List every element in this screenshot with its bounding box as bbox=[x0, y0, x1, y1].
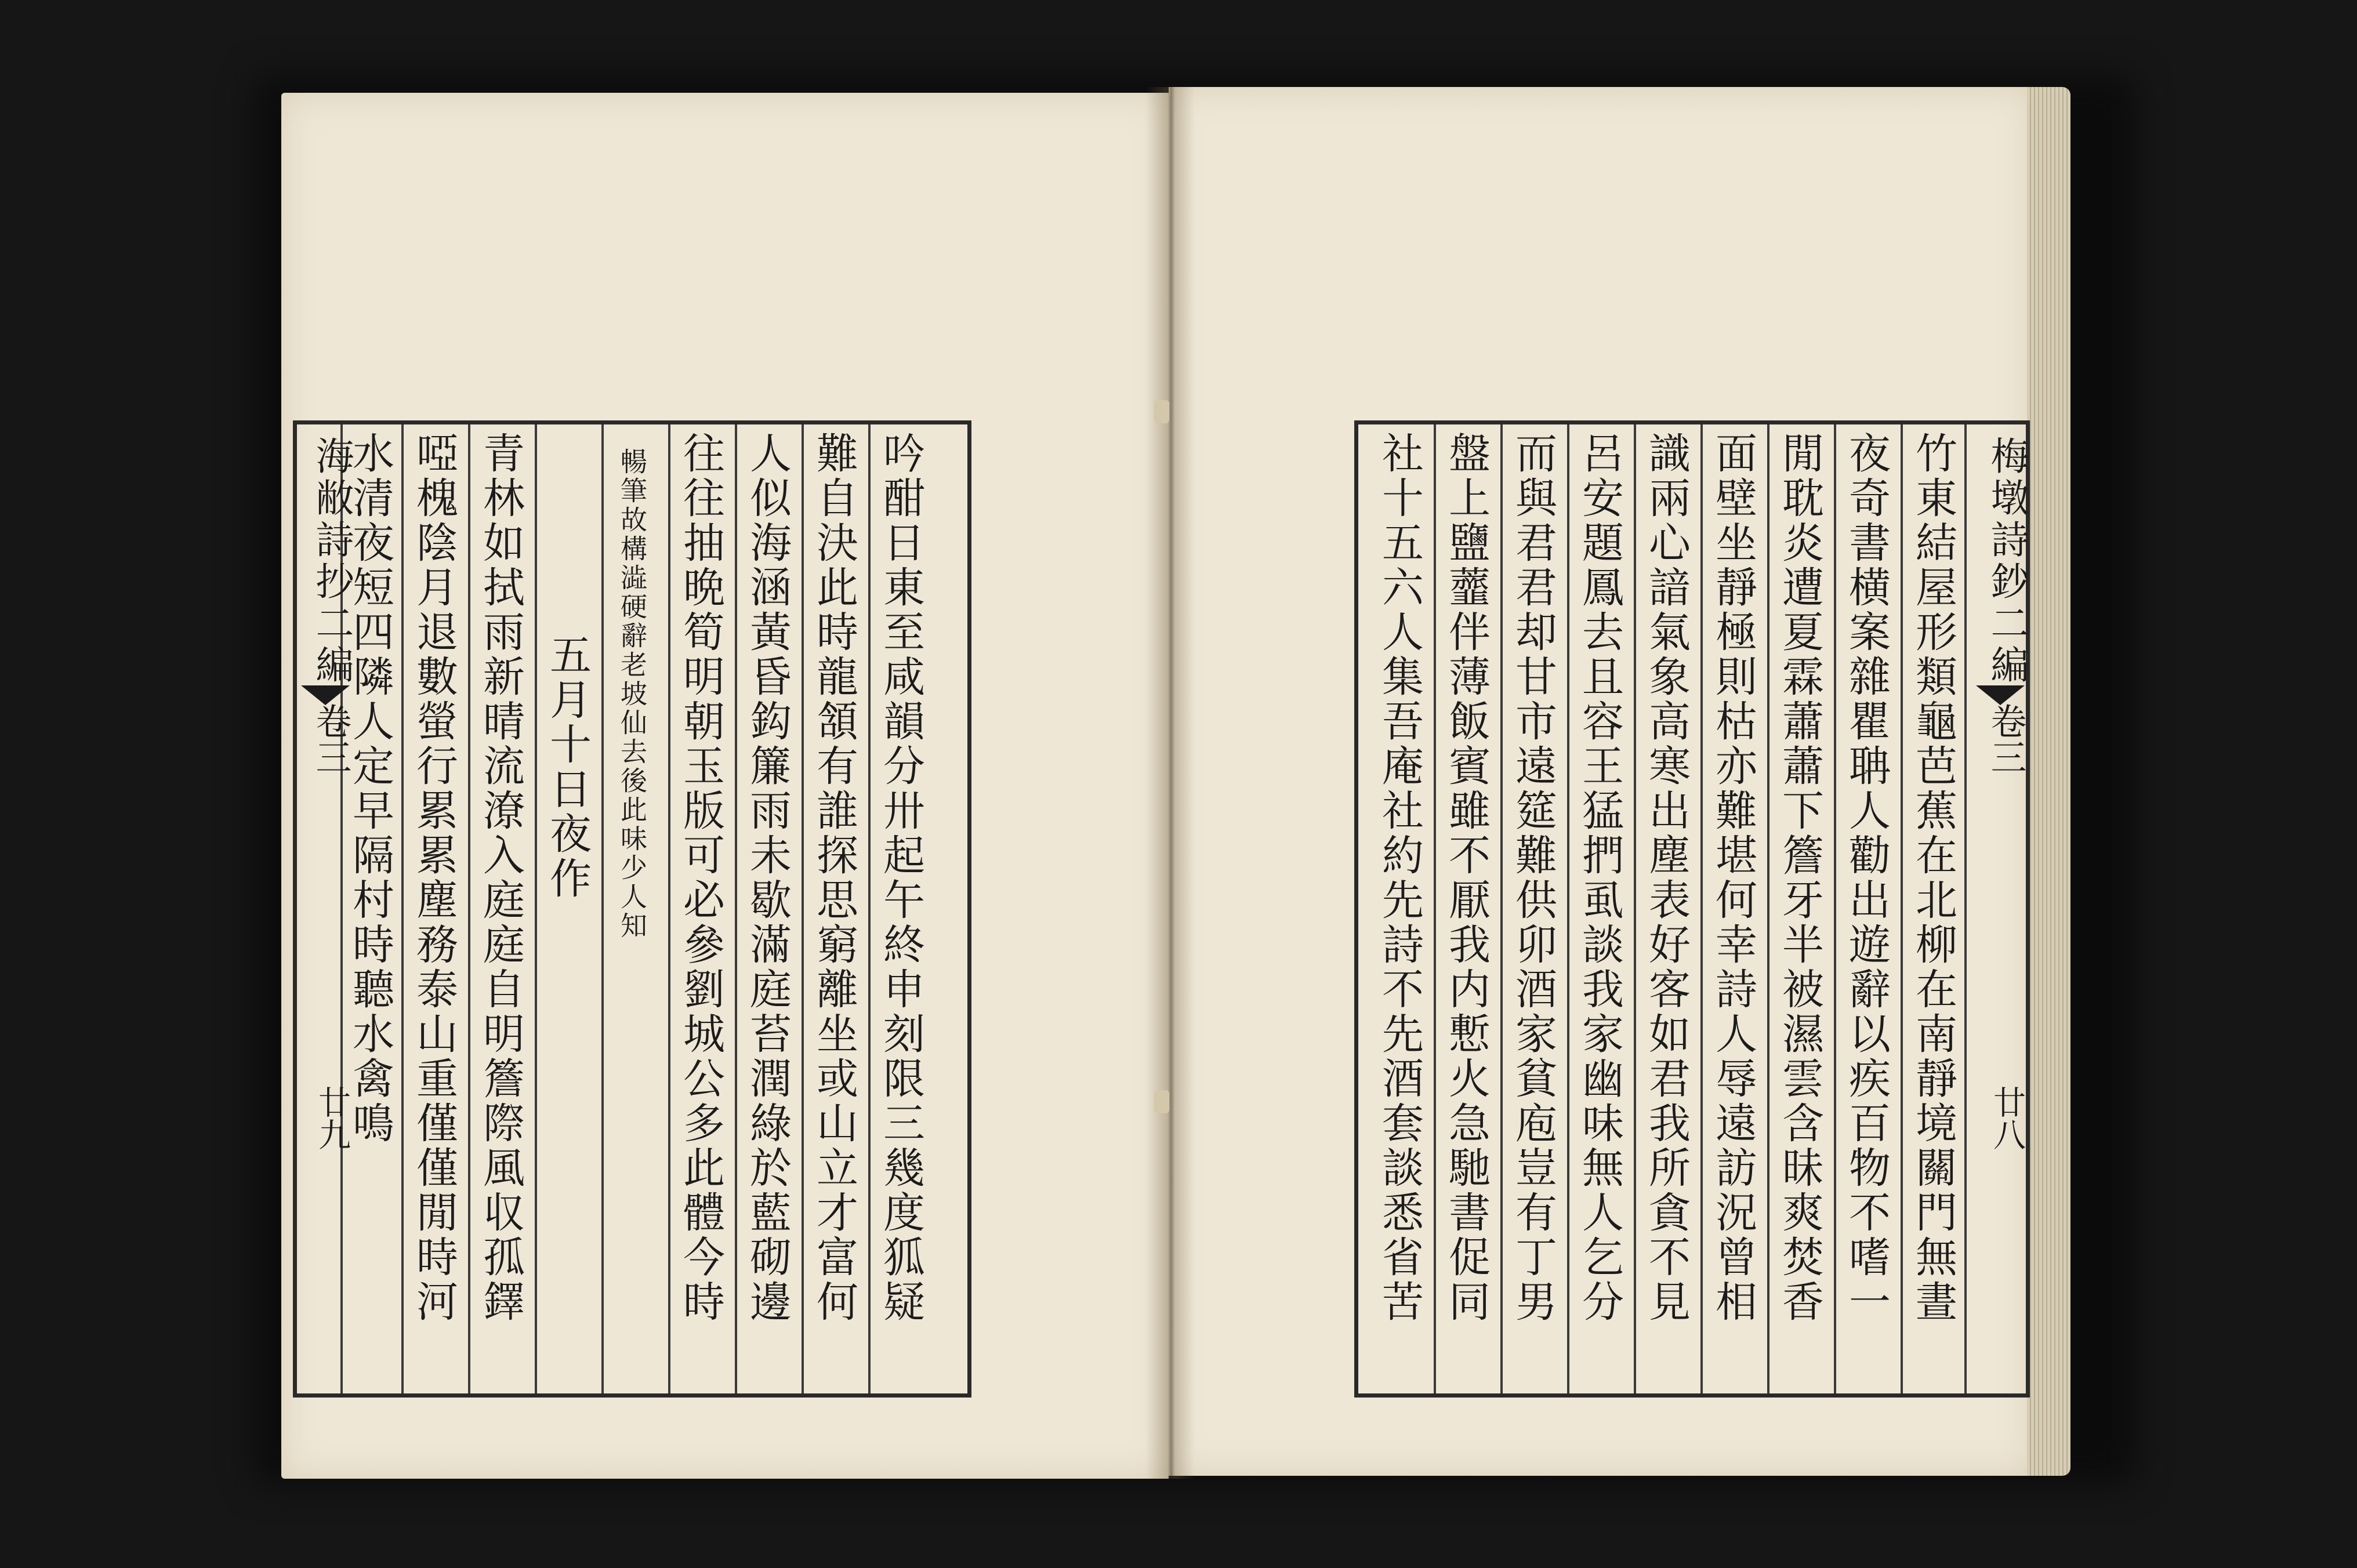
text-column: 識兩心諳氣象高寒出塵表好客如君我所貪不見 bbox=[1642, 431, 1691, 1324]
fishtail-mark bbox=[301, 685, 350, 705]
text-column: 盤上鹽虀伴薄飯賓雖不厭我内慙火急馳書促同 bbox=[1442, 431, 1491, 1324]
margin-title: 梅墩詩鈔二編 bbox=[1984, 436, 2029, 687]
text-column: 青林如拭雨新晴流潦入庭庭自明簷際風収孤鐸 bbox=[476, 431, 525, 1324]
text-column: 社十五六人集吾庵社約先詩不先酒套談悉省苦 bbox=[1375, 431, 1424, 1324]
fishtail-mark bbox=[1976, 685, 2025, 705]
small-text-column: 暢筆故構澁硬辭老坡仙去後此味少人知 bbox=[617, 448, 648, 941]
text-column: 水清夜短四隣人定早隔村時聽水禽鳴 bbox=[346, 431, 394, 1146]
text-column: 往往抽晩筍明朝玉版可必參劉城公多此體今時 bbox=[676, 431, 725, 1324]
book-gutter bbox=[1145, 87, 1195, 1479]
right-text-block bbox=[1354, 420, 2030, 1398]
binding-stitch bbox=[1154, 400, 1169, 423]
binding-stitch bbox=[1154, 1090, 1169, 1113]
left-text-block bbox=[293, 420, 971, 1398]
right-margin-column bbox=[1967, 430, 2031, 1388]
margin-juan: 卷三 bbox=[310, 703, 352, 775]
margin-title: 海敝詩抄二編 bbox=[309, 436, 354, 687]
text-column: 啞槐陰月退數螢行累累塵務泰山重僅僅閒時河 bbox=[409, 431, 458, 1324]
poem-title: 五月十日夜作 bbox=[543, 633, 592, 901]
text-column: 難自決此時龍頷有誰探思窮離坐或山立才富何 bbox=[810, 431, 858, 1324]
margin-juan: 卷三 bbox=[1985, 703, 2027, 775]
text-column: 夜奇書横案雜瞿聃人勸出遊辭以疾百物不嗜一 bbox=[1842, 431, 1891, 1324]
text-column: 竹東結屋形類龜芭蕉在北柳在南靜境關門無晝 bbox=[1909, 431, 1957, 1324]
text-column: 吟酣日東至咸韻分卅起午終申刻限三幾度狐疑 bbox=[876, 431, 925, 1324]
margin-page-number: 廿九 bbox=[313, 1086, 351, 1150]
text-column: 呂安題鳳去且容王猛捫虱談我家幽味無人乞分 bbox=[1575, 431, 1624, 1324]
margin-page-number: 廿八 bbox=[1988, 1086, 2026, 1150]
text-column: 閒耽炎遭夏霖蕭蕭下簷牙半被濕雲含昧爽焚香 bbox=[1775, 431, 1824, 1324]
text-column: 面壁坐靜極則枯亦難堪何幸詩人辱遠訪況曾相 bbox=[1709, 431, 1757, 1324]
page-edges bbox=[2027, 87, 2070, 1476]
text-column: 人似海涵黃昏鈎簾雨未歇滿庭苔潤綠於藍砌邊 bbox=[743, 431, 792, 1324]
left-margin-column bbox=[292, 430, 356, 1388]
text-column: 而與君君却甘市遠筵難供卯酒家貧庖豈有丁男 bbox=[1509, 431, 1557, 1324]
